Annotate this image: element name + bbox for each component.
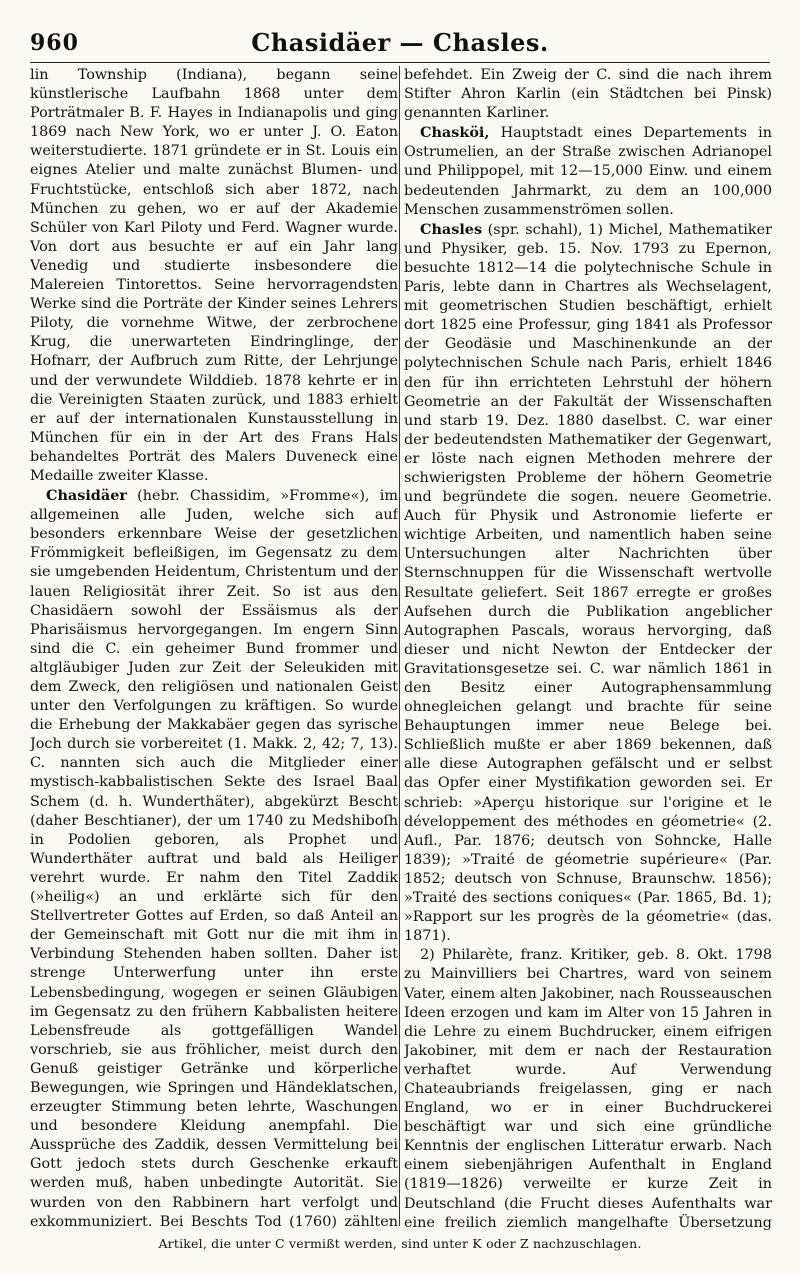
entry-chasidaeer-text: (hebr. Chassidim, »Fromme«), im allgemeinen alle Juden, welche sich auf besonders erkennbare Weise der gesetzlichen Frömmigkeit befleißigen, im Gegensatz zu dem sie umgebenden Heidentum, Christentum und der lauen Religiosität ihrer Zeit. So ist aus den Chasidäern sowohl der Essäismus als der Pharisäismus hervorgegangen. Im engern Sinn sind die C. ein geheimer Bund frommer und altgläubiger Juden zur Zeit der Seleukiden mit dem Zweck, den religiösen und nationalen Geist unter den Verfolgungen zu kräftigen. So wurde die Erhebung der Makkabäer gegen das syrische Joch durch sie vorbereitet (1. Makk. 2, 42; 7, 13). C. nannten sich auch die Mitglieder einer mystisch-kabbalistischen Sekte des Israel Baal Schem (d. h. Wunderthäter), abgekürzt Bescht (daher Beschtianer), der um 1740 zu Medshiboſh in Podolien geboren, als Prophet und Wunderthäter auftrat und bald als Heiliger verehrt wurde. Er nahm den Titel Zaddik (»heilig«) an und erklärte sich für den Stellvertreter Gottes auf Erden, so daß Anteil an der Gemeinschaft mit Gott nur die mit ihm in Verbindung Stehenden haben sollten. Daher ist strenge Unterwerfung unter ihn erste Lebensbedingung, wogegen er seinen Gläubigen im Gegensatz zu den frühern Kabbalisten heitere Lebensfreude als gottgefälligen Wandel vorschrieb, sie aus fröhlicher, meist durch den Genuß geistiger Getränke und körperliche Bewegungen, wie Springen und Händeklatschen, erzeugter Stimmung beten lehrte, Waschungen und besondere Kleidung anempfahl. Die Aussprüche des Zaddik, dessen Vermittelung bei Gott jedoch stets durch Geschenke erkauft werden muß, haben unbedingte Autorität. Sie wurden von den Rabbinern hart verfolgt und exkommuniziert. Bei Beschts Tod (1760) zählten xyxy=(30,488,398,1230)
page-number: 960 xyxy=(30,30,79,56)
entry-chasles-text: (spr. schahl), 1) Michel, Mathematiker und Physiker, geb. 15. Nov. 1793 zu Epernon, besuchte 1812—14 die polytechnische Schule in Paris, lebte dann in Chartres als Wechselagent, mit geometrischen Studien beschäftigt, erhielt dort 1825 eine Professur, ging 1841 als Professor der Geodäsie und Maschinenkunde an der polytechnischen Schule nach Paris, erhielt 1846 den für ihn errichteten Lehrstuhl der höhern Geometrie an der Fakultät der Wissenschaften und starb 19. Dez. 1880 daselbst. C. war einer der bedeutendsten Mathematiker der Gegenwart, er löste nach eignen Methoden mehrere der schwierigsten Probleme der höhern Geometrie und begründete die sogen. neuere Geometrie. Auch für Physik und Astronomie lieferte er wichtige Arbeiten, und namentlich haben seine Untersuchungen alter Nachrichten über Sternschnuppen für die Wissenschaft wertvolle Resultate geliefert. Seit 1867 erregte er großes Aufsehen durch die Publikation angeblicher Autographen Pascals, woraus hervorging, daß dieser und nicht Newton der Entdecker der Gravitationsgesetze sei. C. war nämlich 1861 in den Besitz einer Autographensammlung ohnegleichen gelangt und brachte für seine Behauptungen immer neue Belege bei. Schließlich mußte er aber 1869 bekennen, daß alle diese Autographen gefälscht und er selbst das Opfer einer Mystifikation geworden sei. Er schrieb: »Aperçu historique sur l'origine et le développement des méthodes en géometrie« (2. Aufl., Par. 1876; deutsch von Sohncke, Halle 1839); »Traité de géometrie supérieure« (Par. 1852; deutsch von Schnuse, Braunschw. 1856); »Traité des sections coniques« (Par. 1865, Bd. 1); »Rapport sur les progrès de la géometrie« (das. 1871). xyxy=(404,221,772,945)
left-column xyxy=(30,66,398,1231)
entry-continuation-text: lin Township (Indiana), begann seine künstlerische Laufbahn 1868 unter dem Porträtmaler B. F. Hayes in Indianapolis und ging 1869 nach New York, wo er unter J. O. Eaton weiterstudierte. 1871 gründete er in St. Louis ein eignes Atelier und malte zunächst Blumen- und Fruchtstücke, entschloß sich aber 1872, nach München zu gehen, wo er auf der Akademie Schüler von Karl Piloty und Ferd. Wagner wurde. Von dort aus besuchte er auf ein Jahr lang Venedig und studierte insbesondere die Malereien Tintorettos. Seine hervorragendsten Werke sind die Porträte der Kinder seines Lehrers Piloty, die vornehme Witwe, der zerbrochene Krug, die unerwarteten Eindringlinge, der Hofnarr, der Aufbruch zum Ritte, der Lehrjunge und der verwundete Wilddieb. 1878 kehrte er in die Vereinigten Staaten zurück, und 1883 erhielt er auf der internationalen Kunstausstellung in München für ein in der Art des Frans Hals behandeltes Porträt des Malers Duveneck eine Medaille zweiter Klasse. xyxy=(30,67,398,484)
entry-philarete-chasles: 2) Philarète, franz. Kritiker, geb. 8. Okt. 1798 zu Mainvilliers bei Chartres, ward von seinem Vater, einem alten Jakobiner, nach Rousseauschen Ideen erzogen und kam im Alter von 15 Jahren in die Lehre zu einem Buchdrucker, einem eifrigen Jakobiner, mit dem er nach der Restauration verhaftet wurde. Auf Verwendung Chateaubriands freigelassen, ging er nach England, wo er in einer Buchdruckerei beschäftigt war und sich eine gründliche Kenntnis der englischen Litteratur erwarb. Nach einem siebenjährigen Aufenthalt in England (1819—1826) verweilte er kurze Zeit in Deutschland (die Frucht dieses Aufenthalts war eine freilich ziemlich mangelhafte Übersetzung xyxy=(404,947,772,1231)
head-word-chaskoei: Chasköi, xyxy=(420,124,490,142)
entry-chaskoei-text: Hauptstadt eines Departements in Ostrumelien, an der Straße zwischen Adrianopel und Philippopel, mit 12—15,000 Einw. und einem bedeutenden Jahrmarkt, zu dem an 100,000 Menschen zusammenströmen sollen. xyxy=(404,125,772,218)
column-divider xyxy=(399,66,400,1226)
entry-chaskoei xyxy=(404,123,772,219)
page-header xyxy=(30,28,770,62)
page-footer-note: Artikel, die unter C vermißt werden, sind unter K oder Z nachzuschlagen. xyxy=(158,1236,642,1251)
entry-chasidaeer xyxy=(30,486,398,1231)
right-column xyxy=(404,66,772,1231)
head-word-chasidaeer: Chasidäer xyxy=(46,487,127,505)
entry-chasles xyxy=(404,220,772,947)
entry-chasidaeer-end-text: befehdet. Ein Zweig der C. sind die nach ihrem Stifter Ahron Karlin (ein Städtchen bei Pinsk) genannten Karliner. xyxy=(404,67,772,122)
running-title: Chasidäer — Chasles. xyxy=(251,28,549,57)
header-rule xyxy=(30,62,770,63)
head-word-chasles: Chasles xyxy=(420,220,483,238)
